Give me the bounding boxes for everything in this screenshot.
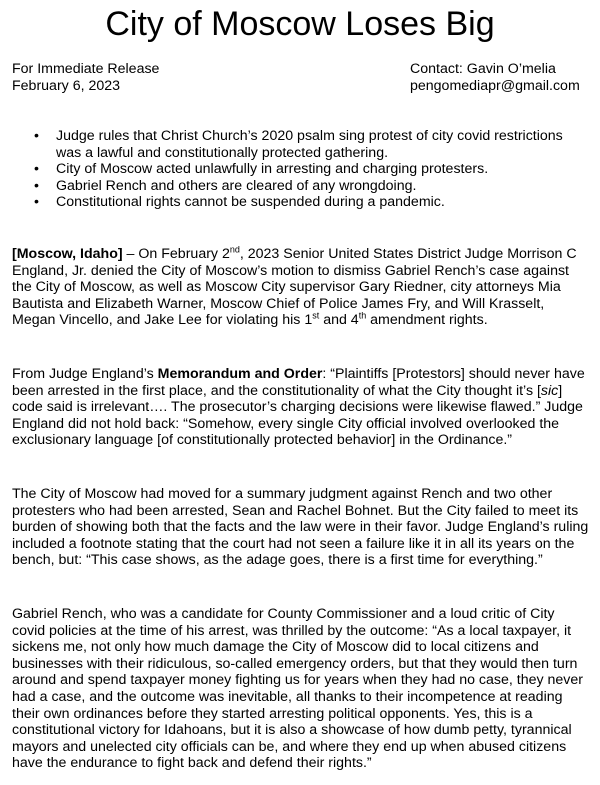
- paragraph-text: ] code said is irrelevant…. The prosecutor’s charging decisions were likewise flawed.” Judge England did not hold back: “Somehow, every single City official involved overlooked the exclusionary language [of constitutionally protected behavior] in the Ordinance.”: [12, 382, 583, 449]
- sic-notation: sic: [540, 382, 559, 399]
- bullet-item: • Constitutional rights cannot be suspended during a pandemic.: [56, 194, 587, 211]
- bullet-item: • Gabriel Rench and others are cleared of any wrongdoing.: [56, 178, 587, 195]
- paragraph-text: : “Plaintiffs [Protestors] should never have been arrested in the first place, and the constitutionality of what the City thought it’s [: [12, 366, 585, 399]
- page-title: City of Moscow Loses Big: [105, 5, 495, 43]
- contact-email: pengomediapr@gmail.com: [410, 78, 580, 94]
- bullet-item: • Judge rules that Christ Church’s 2020 psalm sing protest of city covid restrictions was a lawful and constitutionally protected gathering.: [56, 128, 587, 161]
- release-label: For Immediate Release: [12, 61, 160, 77]
- ordinal-suffix: st: [312, 310, 320, 321]
- paragraph-text: , 2023 Senior United States District Judge Morrison C England, Jr. denied the City of Moscow’s motion to dismiss Gabriel Rench’s case against the City of Moscow, as well as Moscow City supervisor Gary Riedner, city attorneys Mia Bautista and Elizabeth Warner, Moscow Chief of Police James Fry, and Will Krasselt, Megan Vincello, and Jake Lee for violating his 1: [12, 246, 577, 329]
- paragraph-text: and 4: [319, 312, 359, 329]
- release-date: February 6, 2023: [12, 78, 121, 94]
- dateline: [Moscow, Idaho]: [12, 246, 123, 262]
- bullet-item: • City of Moscow acted unlawfully in arresting and charging protesters.: [56, 161, 587, 178]
- release-info: [12, 61, 312, 95]
- paragraph-summary-judgment: The City of Moscow had moved for a summary judgment against Rench and two other protesters who had been arrested, Sean and Rachel Bohnet. But the City failed to meet its burden of showing both that the facts and the law were in their favor. Judge England’s ruling included a footnote stating that the court had not seen a failure like it in all its years on the bench, but: “This case shows, as the adage goes, there is a first time for everything.”: [12, 486, 589, 569]
- paragraph-text: From Judge England’s: [12, 366, 158, 382]
- ordinal-suffix: nd: [229, 244, 240, 255]
- contact-info: [410, 61, 600, 95]
- summary-bullet-list: [12, 128, 587, 211]
- paragraph-rench-quote: Gabriel Rench, who was a candidate for County Commissioner and a loud critic of City covid policies at the time of his arrest, was thrilled by the outcome: “As a local taxpayer, it sickens me, not only how much damage the City of Moscow did to local citizens and businesses with their ridiculous, so-called emergency orders, but that they would then turn around and spend taxpayer money fighting us for years when they had no case, they never had a case, and the outcome was inevitable, all thanks to their incompetence at reading their own ordinances before they started arresting political opponents. Yes, this is a constitutional victory for Idahoans, but it is also a showcase of how dumb petty, tyrannical mayors and unelected city officials can be, and where they end up when abused citizens have the endurance to fight back and defend their rights.”: [12, 606, 584, 772]
- paragraph-ruling: [12, 246, 590, 329]
- contact-name: Contact: Gavin O’melia: [410, 61, 556, 77]
- paragraph-text: amendment rights.: [366, 312, 488, 329]
- paragraph-memorandum: [12, 366, 590, 449]
- ordinal-suffix: th: [358, 310, 367, 321]
- memorandum-title: Memorandum and Order: [157, 366, 323, 382]
- paragraph-text: – On February 2: [122, 246, 230, 262]
